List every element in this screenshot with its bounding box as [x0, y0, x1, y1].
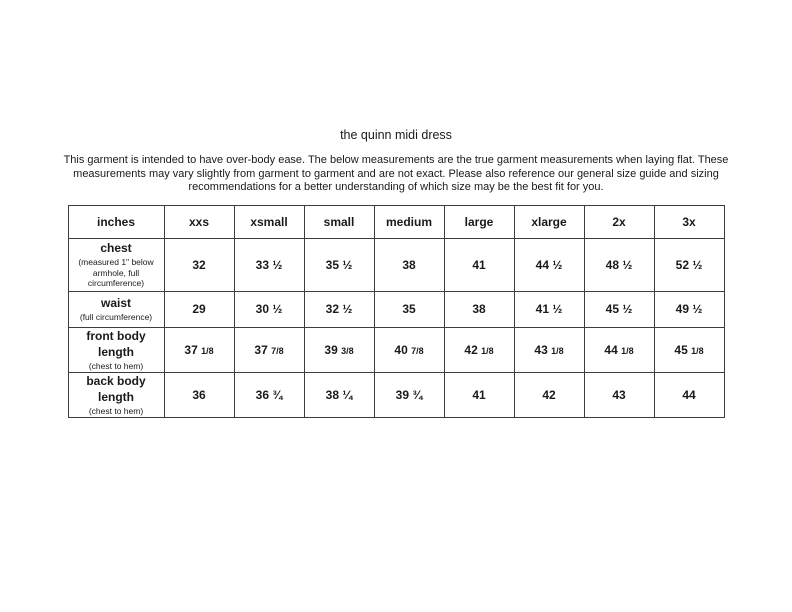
page-title: the quinn midi dress	[340, 128, 452, 142]
measurement-cell: 41	[444, 372, 514, 417]
measurement-cell: 44 ½	[514, 238, 584, 291]
table-row	[68, 327, 724, 372]
measurement-cell: 38 ¼	[304, 372, 374, 417]
row-sublabel: (chest to hem)	[88, 360, 144, 371]
row-label-cell	[68, 327, 164, 372]
column-header-size-medium: medium	[374, 205, 444, 238]
measurement-cell: 40 7/8	[374, 327, 444, 372]
table-body	[68, 238, 724, 417]
measurement-cell: 33 ½	[234, 238, 304, 291]
measurement-cell: 38	[374, 238, 444, 291]
row-label: chest	[100, 240, 132, 255]
size-table	[68, 205, 725, 418]
measurement-cell: 42 1/8	[444, 327, 514, 372]
column-header-size-3x: 3x	[654, 205, 724, 238]
measurement-cell: 30 ½	[234, 291, 304, 327]
measurement-cell: 45 ½	[584, 291, 654, 327]
eighth-fraction: 3/8	[341, 345, 354, 356]
row-label-cell	[68, 291, 164, 327]
measurement-cell: 44 1/8	[584, 327, 654, 372]
measurement-cell: 52 ½	[654, 238, 724, 291]
row-sublabel: (measured 1" below armhole, full circumference)	[78, 257, 154, 289]
row-label-cell	[68, 372, 164, 417]
row-sublabel: (chest to hem)	[88, 405, 144, 416]
eighth-fraction: 1/8	[481, 345, 494, 356]
measurement-cell: 38	[444, 291, 514, 327]
measurement-cell: 36	[164, 372, 234, 417]
measurement-cell: 42	[514, 372, 584, 417]
measurement-cell: 41 ½	[514, 291, 584, 327]
header-row	[68, 205, 724, 238]
eighth-fraction: 1/8	[691, 345, 704, 356]
measurement-cell: 35 ½	[304, 238, 374, 291]
measurement-cell: 32	[164, 238, 234, 291]
column-header-size-small: small	[304, 205, 374, 238]
column-header-inches: inches	[68, 205, 164, 238]
table-row	[68, 291, 724, 327]
row-sublabel: (full circumference)	[79, 312, 153, 323]
eighth-fraction: 1/8	[621, 345, 634, 356]
measurement-cell: 49 ½	[654, 291, 724, 327]
row-label: back body length	[86, 373, 146, 404]
column-header-size-2x: 2x	[584, 205, 654, 238]
measurement-cell: 39 ¾	[374, 372, 444, 417]
measurement-cell: 36 ¾	[234, 372, 304, 417]
eighth-fraction: 7/8	[411, 345, 424, 356]
row-label: waist	[100, 296, 131, 311]
column-header-size-xxs: xxs	[164, 205, 234, 238]
measurement-cell: 32 ½	[304, 291, 374, 327]
measurement-cell: 41	[444, 238, 514, 291]
column-header-size-large: large	[444, 205, 514, 238]
measurement-cell: 43	[584, 372, 654, 417]
measurement-cell: 35	[374, 291, 444, 327]
description-text: This garment is intended to have over-body ease. The below measurements are the true garment measurements when laying flat. These measurements may vary slightly from garment to garment and are not exact. Please also reference our general size guide and sizing recommendations for a better understanding of which size may be the best fit for you.	[63, 154, 729, 193]
measurement-cell: 43 1/8	[514, 327, 584, 372]
measurement-cell: 44	[654, 372, 724, 417]
column-header-size-xlarge: xlarge	[514, 205, 584, 238]
column-header-size-xsmall: xsmall	[234, 205, 304, 238]
row-label: front body length	[86, 328, 146, 359]
row-label-cell	[68, 238, 164, 291]
measurement-cell: 29	[164, 291, 234, 327]
measurement-cell: 37 7/8	[234, 327, 304, 372]
eighth-fraction: 7/8	[271, 345, 284, 356]
table-row	[68, 372, 724, 417]
measurement-cell: 48 ½	[584, 238, 654, 291]
measurement-cell: 37 1/8	[164, 327, 234, 372]
measurement-cell: 39 3/8	[304, 327, 374, 372]
table-row	[68, 238, 724, 291]
measurement-cell: 45 1/8	[654, 327, 724, 372]
eighth-fraction: 1/8	[201, 345, 214, 356]
eighth-fraction: 1/8	[551, 345, 564, 356]
